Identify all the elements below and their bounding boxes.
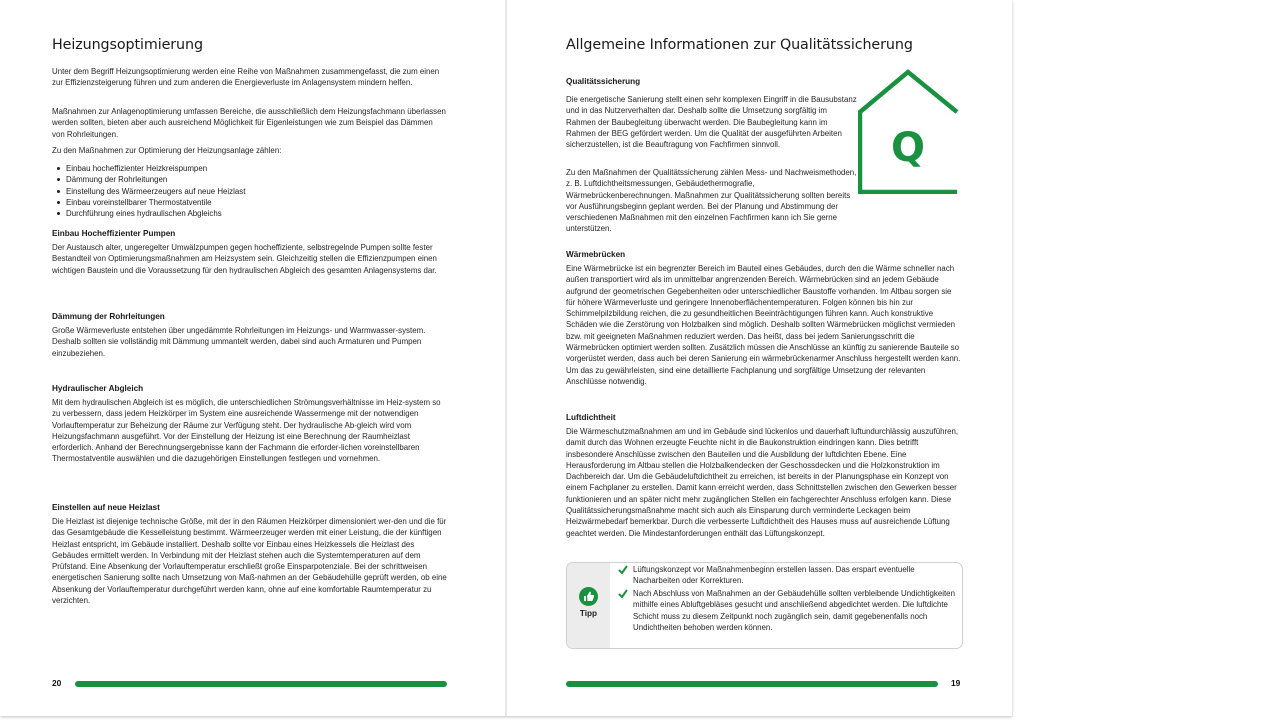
thumbs-up-icon bbox=[579, 587, 598, 606]
footer-bar bbox=[75, 681, 447, 687]
section-heading-quality: Qualitätssicherung bbox=[566, 77, 641, 86]
tip-item bbox=[617, 588, 962, 633]
page-number: 20 bbox=[52, 678, 62, 688]
tip-sidebar bbox=[567, 563, 610, 648]
page-title: Allgemeine Informationen zur Qualitätssicherung bbox=[566, 37, 913, 53]
section-heading-hydraulic: Hydraulischer Abgleich bbox=[52, 384, 144, 393]
section-text-quality-2: Zu den Maßnahmen der Qualitätssicherung zählen Mess- und Nachweismethoden, z. B. Luftdichtheitsmessungen, Gebäudethermografie, Wärmebrückenberechnungen. Maßnahmen zur Qualitätssicherung sollten bereits vor Ausführungsbeginn geplant werden. Bei der Planung und Abstimmung der verschiedenen Maßnahmen mit den einzelnen Fachfirmen kann ich Sie gerne unterstützen. bbox=[566, 168, 857, 234]
tip-box bbox=[566, 562, 963, 649]
checkmark-icon bbox=[618, 565, 628, 574]
tip-item bbox=[617, 564, 962, 587]
list-item: Einbau hocheffizienter Heizkreispumpen bbox=[52, 163, 447, 174]
intro-paragraph-2: Maßnahmen zur Anlagenoptimierung umfassen Bereiche, die ausschließlich dem Heizungsfachmann überlassen werden sollten, bieten aber auch ausreichend Möglichkeit für Eigenleistungen wie zum Beispiel das Dämmen von Rohrleitungen. bbox=[52, 107, 446, 139]
section-text-thermal-bridges: Eine Wärmebrücke ist ein begrenzter Bereich im Bauteil eines Gebäudes, durch den die Wärme schneller nach außen transportiert wird als im unmittelbar angrenzenden Bereich. Wärmebrücken sind an jedem Gebäude aufgrund der geometrischen Gegebenheiten oder unterschiedlicher Baustoffe vorhanden. Im Altbau sorgen sie für höhere Wärmeverluste und geringere Innenoberflächentemperaturen. Folgen können bis hin zur Schimmelpilzbildung reichen, die zu gesundheitlichen Beeinträchtigungen führen kann. Auch konstruktive Schäden wie die Zerstörung von Holzbalken sind möglich. Deshalb sollten Wärmebrücken möglichst vermieden bzw. mit geeigneten Maßnahmen reduziert werden. Das heißt, dass bei jedem Sanierungsschritt die Wärmebrücken optimiert werden sollten. Zusätzlich müssen die Anschlüsse an künftig zu sanierende Bauteile so vorgerüstet werden, dass auch bei deren Sanierung ein wärmebrückenarmer Anschluss hergestellt werden kann. Um das zu gewährleisten, sind eine detaillierte Fachplanung und sorgfältige Umsetzung der relevanten Anschlüsse notwendig. bbox=[566, 264, 961, 386]
page-title: Heizungsoptimierung bbox=[52, 37, 203, 53]
list-item: Einbau voreinstellbarer Thermostatventile bbox=[52, 197, 447, 208]
tip-label: Tipp bbox=[579, 609, 598, 618]
section-text-quality-1: Die energetische Sanierung stellt einen sehr komplexen Eingriff in die Bausubstanz und in das Nutzerverhalten dar. Deshalb sollte die Umsetzung sorgfältig im Rahmen der Baubegleitung überwacht werden. Die Baubegleitung kann im Rahmen der BEG gefördert werden. Um die Qualität der ausgeführten Arbeiten sicherzustellen, ist die Beauftragung von Fachfirmen sinnvoll. bbox=[566, 95, 857, 150]
page-number: 19 bbox=[951, 678, 961, 688]
list-item: Dämmung der Rohrleitungen bbox=[52, 174, 447, 185]
section-heading-pumps: Einbau Hocheffizienter Pumpen bbox=[52, 229, 176, 238]
list-item: Durchführung eines hydraulischen Abgleichs bbox=[52, 208, 447, 219]
tip-item-text: Nach Abschluss von Maßnahmen an der Gebäudehülle sollten verbleibende Undichtigkeiten mithilfe eines Abluftgebläses gesucht und anschließend abgedichtet werden. Die luftdichte Schicht muss zu diesem Zeitpunkt noch zugänglich sein, damit gegebenenfalls noch Undichtheiten behoben werden können. bbox=[633, 589, 955, 632]
quality-house-icon bbox=[858, 68, 960, 194]
footer-bar bbox=[566, 681, 938, 687]
section-text-hydraulic: Mit dem hydraulischen Abgleich ist es möglich, die unterschiedlichen Strömungsverhältnisse im Heiz-system so zu verbessern, dass jedem Heizkörper im System eine ausreichende Wassermenge mit der notwendigen Vorlauftemperatur zur Beheizung der Räume zur Verfügung steht. Der hydraulische Ab-gleich wird vom Heizungsfachmann ausgeführt. Vor der Einstellung der Heizung ist eine Berechnung der Raumheizlast erforderlich. Anhand der Berechnungsergebnisse kann der Fachmann die erforder-lichen voreinstellbaren Thermostatventile auswählen und die dazugehörigen Einstellungen festlegen und vornehmen. bbox=[52, 398, 441, 464]
intro-paragraph-1: Unter dem Begriff Heizungsoptimierung werden eine Reihe von Maßnahmen zusammengefasst, die zum einen zur Effizienzsteigerung führen und zum anderen die Energieverluste im Anlagensystem mindern helfen. bbox=[52, 67, 440, 88]
left-page bbox=[0, 0, 505, 716]
section-text-airtightness: Die Wärmeschutzmaßnahmen am und im Gebäude sind lückenlos und dauerhaft luftundurchlässig auszuführen, damit durch das Wohnen erzeugte Feuchte nicht in die Baukonstruktion eindringen kann. Dies betrifft insbesondere Anschlüsse zwischen den Bauteilen und die Ausbildung der luftdichten Ebene. Eine Herausforderung im Altbau stellen die Holzbalkendecken der Geschossdecken und die Holzkonstruktion im Dachbereich dar. Um die Gebäudeluftdichtheit zu erreichen, ist bereits in der Planungsphase ein Konzept von einem Fachplaner zu erstellen. Damit kann erreicht werden, dass Schnittstellen zwischen den Gewerken besser funktionieren und an später nicht mehr zugänglichen Stellen ein fachgerechter Anschluss erfolgen kann. Diese Qualitätssicherungsmaßnahme macht sich auch als Einsparung durch verminderte Leckagen beim Heizwärmebedarf bemerkbar. Durch die verbesserte Luftdichtheit des Hauses muss auf ausreichende Lüftung geachtet werden. Die Mindestanforderungen enthält das Lüftungskonzept. bbox=[566, 427, 959, 538]
list-item: Einstellung des Wärmeerzeugers auf neue Heizlast bbox=[52, 186, 447, 197]
section-heading-thermal-bridges: Wärmebrücken bbox=[566, 250, 626, 259]
section-text-pipes: Große Wärmeverluste entstehen über ungedämmte Rohrleitungen im Heizungs- und Warmwasser-system. Deshalb sollten sie vollständig mit Dämmung ummantelt werden, dabei sind auch Armaturen und Pumpen einzubeziehen. bbox=[52, 326, 426, 358]
intro-paragraph-3: Zu den Maßnahmen zur Optimierung der Heizungsanlage zählen: bbox=[52, 146, 282, 155]
section-heading-pipes: Dämmung der Rohrleitungen bbox=[52, 312, 165, 321]
measures-list bbox=[52, 163, 447, 219]
house-letter: Q bbox=[890, 125, 926, 171]
checkmark-icon bbox=[618, 589, 628, 598]
section-heading-heatload: Einstellen auf neue Heizlast bbox=[52, 503, 160, 512]
section-text-pumps: Der Austausch alter, ungeregelter Umwälzpumpen gegen hocheffiziente, selbstregelnde Pumpen sollte fester Bestandteil von Optimierungsmaßnahmen am Heizsystem sein. Gleichzeitig stellen die Effizienzpumpen einen wichtigen Baustein und die Voraussetzung für den hydraulischen Abgleich des gesamten Anlagensystems dar. bbox=[52, 243, 437, 275]
tip-item-text: Lüftungskonzept vor Maßnahmenbeginn erstellen lassen. Das erspart eventuelle Nacharbeiten oder Korrekturen. bbox=[633, 565, 915, 586]
section-heading-airtightness: Luftdichtheit bbox=[566, 413, 616, 422]
section-text-heatload: Die Heizlast ist diejenige technische Größe, mit der in den Räumen Heizkörper dimensioniert wer-den und die für das Gesamtgebäude die Kesselleistung bestimmt. Wärmeerzeuger werden mit einer Leistung, die der künftigen Heizlast entspricht, im Gebäude installiert. Deshalb sollte vor Einbau eines Heizkessels die Heizlast des Gebäudes ermittelt werden. In Verbindung mit der Heizlast stehen auch die Systemtemperaturen auf dem Prüfstand. Eine Absenkung der Vorlauftemperatur erschließt große Einsparpotenziale. Bei der schrittweisen energetischen Sanierung sollte nach Umsetzung von Maß-nahmen an der Gebäudehülle geprüft werden, ob eine Absenkung der Vorlauftemperatur durchgeführt werden kann, ohne auf eine komfortable Raumtemperatur zu verzichten. bbox=[52, 517, 447, 606]
right-page bbox=[507, 0, 1012, 716]
